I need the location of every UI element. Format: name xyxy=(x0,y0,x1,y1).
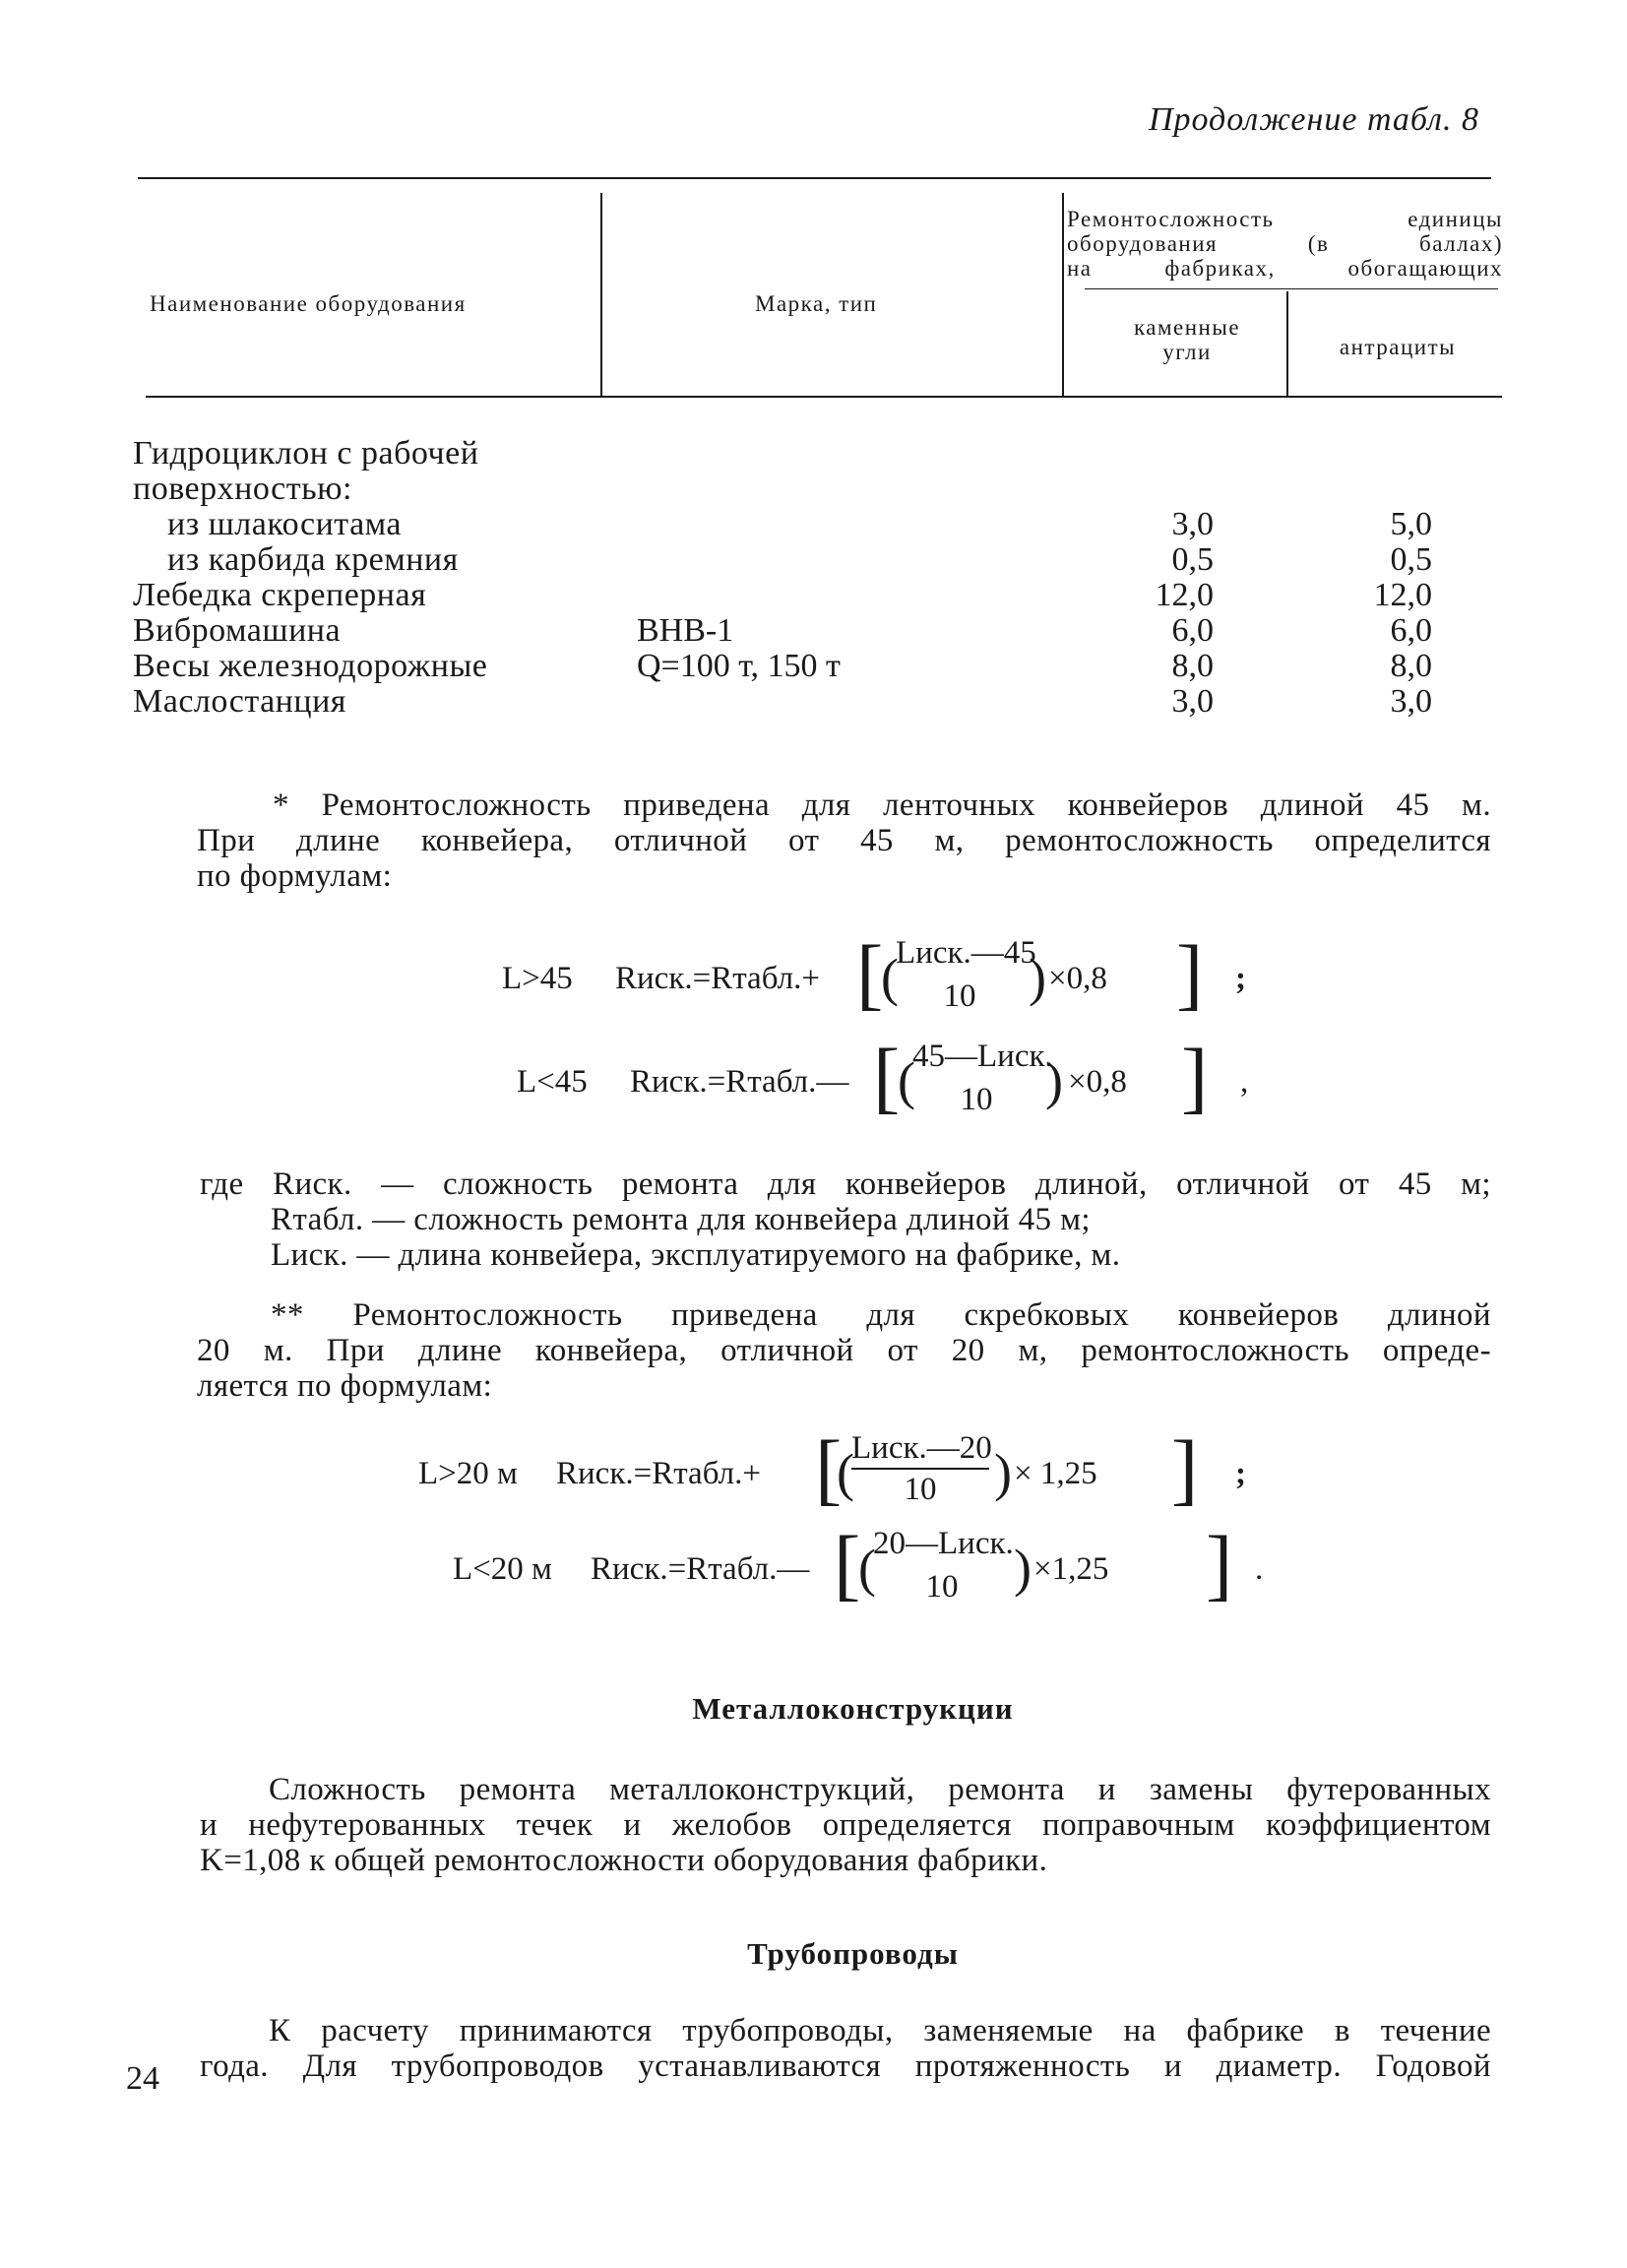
table-row xyxy=(0,507,1627,542)
cell-anthracite: 5,0 xyxy=(1390,506,1432,542)
formula-denominator: 10 xyxy=(904,1472,937,1507)
paragraph-line: ** Ремонтосложность приведена для скребковых конвейеров длиной xyxy=(271,1297,1491,1333)
cell-mark: Q=100 т, 150 т xyxy=(637,648,841,684)
definition-r-tabl: Rтабл. — сложность ремонта для конвейера длиной 45 м; xyxy=(271,1202,1091,1237)
formula-bracket-open: [ xyxy=(873,1032,901,1121)
footnote-scraper-conveyor xyxy=(197,1297,1491,1404)
formula-multiplier: × 1,25 xyxy=(1014,1456,1097,1491)
paragraph-line: При длине конвейера, отличной от 45 м, ремонтосложность определится xyxy=(197,823,1491,858)
formula-fraction xyxy=(851,1430,992,1507)
formula-paren-close: ) xyxy=(1029,948,1046,1007)
formula-denominator: 10 xyxy=(943,978,976,1014)
header-coal-line: каменные xyxy=(1133,315,1241,340)
formula-paren-close: ) xyxy=(1014,1539,1032,1598)
formula-fraction xyxy=(873,1526,1014,1605)
formula-multiplier: ×0,8 xyxy=(1048,961,1107,996)
formula-lhs: Rиск.=Rтабл.— xyxy=(591,1551,810,1587)
cell-anthracite: 6,0 xyxy=(1390,612,1432,649)
formula-l-greater-20 xyxy=(418,1423,1304,1529)
column-divider-2 xyxy=(1062,193,1064,396)
cell-name: из карбида кремния xyxy=(167,541,459,578)
formula-bracket-close: ] xyxy=(1181,1032,1209,1121)
formula-end: ; xyxy=(1235,961,1246,996)
paragraph-line: 20 м. При длине конвейера, отличной от 20 м, ремонтосложность опреде- xyxy=(197,1333,1491,1368)
header-coal xyxy=(1089,315,1285,364)
header-repair-line: Ремонтосложность единицы xyxy=(1067,207,1503,231)
table-row xyxy=(0,472,1627,507)
formula-condition: L>45 xyxy=(502,961,573,996)
paragraph-line: по формулам: xyxy=(197,858,393,894)
formula-fraction xyxy=(896,935,1036,1014)
table-row xyxy=(0,578,1627,613)
formula-multiplier: ×0,8 xyxy=(1068,1064,1127,1100)
header-repair-complexity xyxy=(1067,207,1503,281)
formula-paren-close: ) xyxy=(1045,1051,1063,1110)
formula-multiplier: ×1,25 xyxy=(1033,1551,1109,1587)
formula-condition: L<20 м xyxy=(453,1551,552,1587)
table-row xyxy=(0,649,1627,684)
cell-coal: 0,5 xyxy=(1171,541,1214,578)
paragraph-line: и нефутерованных течек и желобов определяется поправочным коэффициентом xyxy=(200,1807,1491,1843)
formula-lhs: Rиск.=Rтабл.+ xyxy=(615,961,820,996)
formula-denominator: 10 xyxy=(960,1082,993,1117)
cell-name: Вибромашина xyxy=(133,612,342,649)
paragraph-line: * Ремонтосложность приведена для ленточных конвейеров длиной 45 м. xyxy=(273,788,1491,823)
cell-anthracite: 3,0 xyxy=(1390,683,1432,720)
footnote-belt-conveyor xyxy=(197,788,1491,894)
cell-name: Весы железнодорожные xyxy=(133,648,488,684)
paragraph-line: К расчету принимаются трубопроводы, заменяемые на фабрике в течение xyxy=(269,2013,1491,2048)
section-title-metal-structures: Металлоконструкции xyxy=(692,1691,1014,1726)
paragraph-pipelines xyxy=(200,2013,1491,2084)
cell-name: Гидроциклон с рабочей xyxy=(133,435,479,472)
subheader-rule xyxy=(1085,288,1498,289)
cell-coal: 3,0 xyxy=(1171,506,1214,542)
formula-paren-open: ( xyxy=(898,1051,915,1110)
header-anthracite: антрациты xyxy=(1339,335,1457,359)
column-divider-3 xyxy=(1286,291,1288,396)
cell-name: поверхностью: xyxy=(133,471,352,507)
formula-paren-open: ( xyxy=(858,1539,876,1598)
definition-r-isk: где Rиск. — сложность ремонта для конвейеров длиной, отличной от 45 м; xyxy=(200,1166,1491,1202)
formula-end: ; xyxy=(1235,1456,1246,1491)
column-divider-1 xyxy=(600,193,602,396)
table-row xyxy=(0,436,1627,472)
formula-numerator: Lиск.—45 xyxy=(896,935,1036,971)
formula-paren-open: ( xyxy=(881,948,899,1007)
cell-coal: 3,0 xyxy=(1171,683,1214,720)
paragraph-line: года. Для трубопроводов устанавливаются протяженность и диаметр. Годовой xyxy=(200,2048,1491,2084)
formula-bracket-open: [ xyxy=(856,928,884,1018)
formula-lhs: Rиск.=Rтабл.+ xyxy=(556,1456,761,1491)
formula-condition: L<45 xyxy=(517,1064,588,1100)
formula-denominator: 10 xyxy=(925,1569,959,1605)
formula-numerator: 20—Lиск. xyxy=(873,1526,1014,1561)
formula-l-less-45 xyxy=(517,1032,1304,1137)
formula-l-less-20 xyxy=(453,1519,1339,1624)
formula-numerator: Lиск.—20 xyxy=(851,1430,989,1470)
header-repair-line: на фабриках, обогащающих xyxy=(1067,256,1503,281)
formula-fraction xyxy=(912,1039,1053,1117)
formula-bracket-close: ] xyxy=(1171,1423,1199,1513)
paragraph-line: ляется по формулам: xyxy=(197,1368,493,1404)
formula-l-greater-45 xyxy=(502,928,1289,1034)
cell-anthracite: 0,5 xyxy=(1390,541,1432,578)
header-coal-line: угли xyxy=(1162,340,1212,364)
formula-bracket-close: ] xyxy=(1206,1519,1233,1608)
cell-name: Маслостанция xyxy=(133,683,346,720)
section-title-pipelines: Трубопроводы xyxy=(747,1936,959,1971)
paragraph-metal-structures xyxy=(200,1772,1491,1878)
formula-lhs: Rиск.=Rтабл.— xyxy=(630,1064,849,1100)
formula-end: , xyxy=(1240,1064,1249,1100)
table-row xyxy=(0,542,1627,578)
cell-coal: 12,0 xyxy=(1155,577,1214,613)
header-equipment-name: Наименование оборудования xyxy=(150,291,467,316)
table-row xyxy=(0,684,1627,720)
table-continuation-caption: Продолжение табл. 8 xyxy=(1148,101,1479,138)
header-mark-type: Марка, тип xyxy=(755,291,878,316)
cell-anthracite: 12,0 xyxy=(1373,577,1432,613)
formula-paren-open: ( xyxy=(837,1443,854,1502)
table-header-bottom-rule xyxy=(146,396,1502,398)
formula-condition: L>20 м xyxy=(418,1456,518,1491)
formula-bracket-open: [ xyxy=(834,1519,861,1608)
header-repair-line: оборудования (в баллах) xyxy=(1067,231,1503,256)
cell-mark: ВНВ-1 xyxy=(637,612,734,649)
cell-coal: 8,0 xyxy=(1171,648,1214,684)
formula-paren-close: ) xyxy=(994,1443,1012,1502)
table-row xyxy=(0,613,1627,649)
cell-coal: 6,0 xyxy=(1171,612,1214,649)
formula-bracket-open: [ xyxy=(815,1423,843,1513)
formula-bracket-close: ] xyxy=(1176,928,1204,1018)
table-top-rule xyxy=(138,177,1491,179)
paragraph-line: K=1,08 к общей ремонтосложности оборудования фабрики. xyxy=(200,1843,1048,1878)
definition-l-isk: Lиск. — длина конвейера, эксплуатируемого на фабрике, м. xyxy=(271,1237,1121,1273)
cell-anthracite: 8,0 xyxy=(1390,648,1432,684)
cell-name: из шлакоситама xyxy=(167,506,403,542)
page-number: 24 xyxy=(126,2060,159,2097)
formula-end: . xyxy=(1255,1551,1264,1587)
paragraph-line: Сложность ремонта металлоконструкций, ремонта и замены футерованных xyxy=(269,1772,1491,1807)
cell-name: Лебедка скреперная xyxy=(133,577,427,613)
formula-numerator: 45—Lиск. xyxy=(912,1039,1053,1074)
